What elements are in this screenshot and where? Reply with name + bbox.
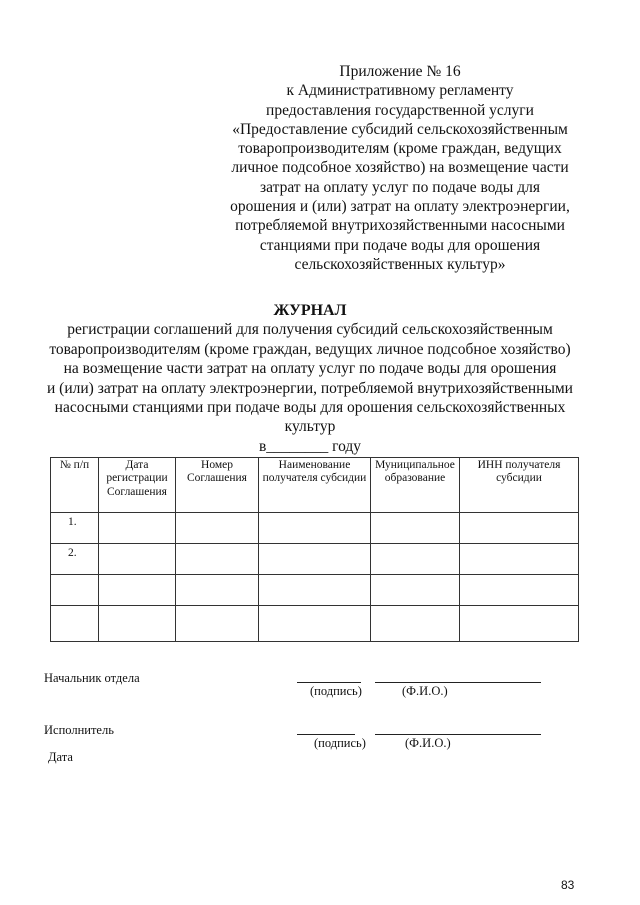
- table-cell: [259, 606, 371, 642]
- appendix-line: к Административному регламенту: [286, 82, 514, 100]
- journal-heading: [20, 301, 600, 456]
- table-row: [51, 544, 579, 575]
- registration-table: [50, 457, 579, 642]
- column-header-number: № п/п: [51, 458, 99, 513]
- executor-signature-line: [297, 734, 355, 735]
- appendix-line: орошения и (или) затрат на оплату электроэнергии,: [230, 198, 570, 216]
- journal-title: ЖУРНАЛ: [273, 302, 347, 319]
- table-header-row: [51, 458, 579, 513]
- executor-name-line: [375, 734, 541, 735]
- journal-year-line: в________ году: [258, 437, 362, 455]
- table-cell: [460, 544, 579, 575]
- appendix-line: Приложение № 16: [339, 63, 461, 80]
- table-cell: [176, 544, 259, 575]
- page-number: 83: [561, 878, 575, 892]
- table-cell: [371, 606, 460, 642]
- table-cell: [259, 513, 371, 544]
- journal-subtitle-line: и (или) затрат на оплату электроэнергии, потребляемой внутрихозяйственными: [47, 379, 573, 397]
- table-cell: [371, 513, 460, 544]
- appendix-line: станциями при подаче воды для орошения: [259, 236, 541, 254]
- table-cell: [99, 575, 176, 606]
- table-cell: 2.: [51, 544, 99, 575]
- head-signature-line: [297, 682, 361, 683]
- column-header-inn: ИНН получателя субсидии: [460, 458, 579, 513]
- table-cell: [371, 575, 460, 606]
- table-row: [51, 575, 579, 606]
- executor-signature-caption: (подпись): [314, 736, 366, 750]
- appendix-header: [210, 62, 590, 274]
- appendix-line: «Предоставление субсидий сельскохозяйственным: [232, 120, 568, 138]
- appendix-line: предоставления государственной услуги: [266, 101, 534, 119]
- date-label: Дата: [48, 750, 73, 764]
- table-row: [51, 513, 579, 544]
- journal-subtitle-line: насосными станциями при подаче воды для орошения сельскохозяйственных: [54, 399, 566, 417]
- column-header-registration-date: Дата регистрации Соглашения: [99, 458, 176, 513]
- appendix-line: затрат на оплату услуг по подаче воды для: [260, 178, 540, 196]
- executor-name-caption: (Ф.И.О.): [405, 736, 451, 750]
- table-cell: [460, 575, 579, 606]
- executor-label: Исполнитель: [44, 723, 114, 737]
- table-cell: [460, 606, 579, 642]
- head-of-department-label: Начальник отдела: [44, 671, 140, 685]
- table-row: [51, 606, 579, 642]
- column-header-agreement-number: Номер Соглашения: [176, 458, 259, 513]
- table-cell: [99, 513, 176, 544]
- column-header-municipality: Муниципальное образование: [371, 458, 460, 513]
- head-signature-caption: (подпись): [310, 684, 362, 698]
- table-cell: [371, 544, 460, 575]
- appendix-line: личное подсобное хозяйство) на возмещение части: [231, 159, 569, 177]
- table-cell: [460, 513, 579, 544]
- journal-subtitle-line: на возмещение части затрат на оплату услуг по подаче воды для орошения: [63, 360, 557, 378]
- appendix-line: сельскохозяйственных культур»: [294, 255, 506, 273]
- table-cell: [176, 513, 259, 544]
- column-header-recipient-name: Наименование получателя субсидии: [259, 458, 371, 513]
- journal-subtitle-line: культур: [284, 418, 336, 436]
- table-cell: [51, 575, 99, 606]
- table-cell: [259, 544, 371, 575]
- head-name-caption: (Ф.И.О.): [402, 684, 448, 698]
- table-cell: [99, 606, 176, 642]
- table-cell: [99, 544, 176, 575]
- head-name-line: [375, 682, 541, 683]
- appendix-line: потребляемой внутрихозяйственными насосными: [235, 217, 565, 235]
- table-cell: [176, 575, 259, 606]
- journal-subtitle-line: регистрации соглашений для получения субсидий сельскохозяйственным: [67, 321, 553, 339]
- journal-subtitle-line: товаропроизводителям (кроме граждан, ведущих личное подсобное хозяйство): [49, 340, 571, 358]
- table-cell: [51, 606, 99, 642]
- table-cell: [176, 606, 259, 642]
- appendix-line: товаропроизводителям (кроме граждан, ведущих: [238, 140, 562, 158]
- table-cell: 1.: [51, 513, 99, 544]
- table-cell: [259, 575, 371, 606]
